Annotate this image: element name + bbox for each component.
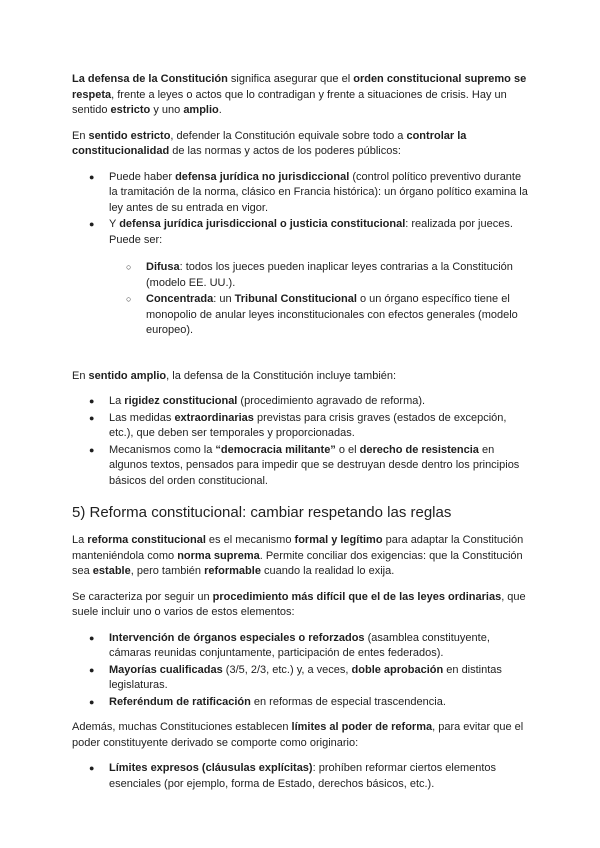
bold-text-run: Referéndum de ratificación bbox=[109, 695, 251, 708]
bold-text-run: derecho de resistencia bbox=[359, 443, 479, 456]
bold-text-run: sentido amplio bbox=[88, 369, 167, 382]
text-run: para adaptar la Constitución manteniéndola como bbox=[72, 534, 524, 562]
list-item-text bbox=[109, 444, 519, 487]
text-run: en reformas de especial trascendencia. bbox=[250, 695, 446, 708]
sublist-item-text bbox=[146, 261, 513, 289]
text-run: , frente a leyes o actos que lo contradigan y frente a situaciones de crisis. Hay un sentido bbox=[72, 88, 507, 116]
text-run: cuando la realidad lo exija. bbox=[260, 565, 395, 577]
bullet-icon: ● bbox=[89, 219, 95, 229]
bold-text-run: sentido estricto bbox=[88, 129, 171, 142]
text-run: en distintas legislaturas. bbox=[109, 663, 502, 691]
bullet-icon: ● bbox=[89, 412, 95, 423]
bold-text-run: rigidez constitucional bbox=[124, 395, 238, 407]
text-run: : realizada por jueces. Puede ser: bbox=[109, 218, 513, 246]
bold-text-run: “democracia militante” bbox=[215, 443, 336, 456]
text-run: La bbox=[72, 534, 88, 546]
list-item-text bbox=[109, 762, 496, 790]
list-item bbox=[72, 663, 532, 694]
bullet-icon: ● bbox=[89, 444, 95, 455]
reform-elements-list bbox=[72, 631, 532, 711]
strict-sense-paragraph bbox=[72, 129, 532, 160]
text-run: . bbox=[218, 104, 222, 116]
bold-text-run: La defensa de la Constitución bbox=[72, 73, 228, 85]
text-run: (asamblea constituyente, cámaras reunidas conjuntamente, participación de entes federados). bbox=[109, 631, 490, 659]
bullet-icon: ● bbox=[89, 763, 95, 773]
text-run: . Permite conciliar dos exigencias: que la Constitución sea bbox=[72, 549, 523, 577]
bold-text-run: estricto bbox=[110, 104, 151, 116]
bold-text-run: orden constitucional supremo se respeta bbox=[72, 73, 527, 101]
bold-text-run: Tribunal Constitucional bbox=[234, 293, 357, 305]
text-run: (3/5, 2/3, etc.) y, a veces, bbox=[222, 663, 352, 676]
list-item bbox=[72, 411, 532, 442]
text-run: Además, muchas Constituciones establecen bbox=[72, 721, 292, 733]
bold-text-run: reforma constitucional bbox=[87, 534, 206, 546]
bullet-icon: ● bbox=[89, 664, 95, 675]
text-run: Puede haber bbox=[109, 170, 176, 183]
list-item bbox=[72, 631, 532, 662]
text-run: Las medidas bbox=[109, 411, 175, 424]
text-run: significa asegurar que el bbox=[227, 73, 354, 85]
bullet-icon: ● bbox=[89, 696, 95, 707]
justice-types-sublist bbox=[106, 260, 532, 339]
reform-limits-list bbox=[72, 761, 532, 792]
text-run: : prohíben reformar ciertos elementos esenciales (por ejemplo, forma de Estado, derechos básicos, etc.). bbox=[109, 762, 497, 790]
text-run: , que suele incluir uno o varios de estos elementos: bbox=[72, 590, 526, 618]
text-run: previstas para crisis graves (estados de excepción, etc.), que deben ser temporales y proporcionadas. bbox=[109, 411, 507, 439]
list-item-text bbox=[109, 664, 502, 692]
bold-text-run: extraordinarias bbox=[174, 411, 254, 424]
bold-text-run: Difusa bbox=[146, 261, 180, 273]
text-run: , para evitar que el poder constituyente derivado se comporte como originario: bbox=[72, 721, 524, 749]
bold-text-run: reformable bbox=[204, 565, 261, 577]
list-item-text bbox=[109, 171, 528, 214]
text-run: o un órgano específico tiene el monopolio de anular leyes inconstitucionales con efectos generales (modelo europeo). bbox=[146, 293, 518, 336]
bold-text-run: doble aprobación bbox=[351, 663, 444, 676]
bold-text-run: norma suprema bbox=[177, 549, 260, 562]
sublist-item bbox=[106, 292, 532, 339]
list-item bbox=[72, 394, 532, 410]
bold-text-run: defensa jurídica no jurisdiccional bbox=[175, 170, 350, 183]
bullet-icon: ● bbox=[89, 632, 95, 643]
text-run: , pero también bbox=[130, 565, 205, 577]
text-run: Se caracteriza por seguir un bbox=[72, 590, 213, 603]
text-run: : todos los jueces pueden inaplicar leyes contrarias a la Constitución (modelo EE. UU.). bbox=[146, 261, 513, 289]
broad-sense-paragraph bbox=[72, 369, 532, 385]
document-page bbox=[72, 72, 532, 793]
list-item-text bbox=[109, 696, 446, 708]
sublist-item-text bbox=[146, 293, 518, 336]
text-run: de las normas y actos de los poderes públicos: bbox=[169, 145, 401, 157]
bold-text-run: controlar la constitucionalidad bbox=[72, 129, 467, 157]
bold-text-run: Límites expresos (cláusulas explícitas) bbox=[109, 762, 313, 774]
bold-text-run: estable bbox=[92, 565, 131, 577]
reform-procedure-paragraph bbox=[72, 590, 532, 621]
list-item-text bbox=[109, 632, 490, 660]
text-run: es el mecanismo bbox=[205, 534, 295, 546]
list-item-text bbox=[109, 412, 506, 440]
list-item bbox=[72, 695, 532, 711]
bold-text-run: límites al poder de reforma bbox=[291, 721, 433, 733]
bold-text-run: Mayorías cualificadas bbox=[109, 663, 223, 676]
text-run: y uno bbox=[150, 104, 184, 116]
section-heading: 5) Reforma constitucional: cambiar respetando las reglas bbox=[72, 504, 452, 521]
text-run: , la defensa de la Constitución incluye también: bbox=[166, 369, 397, 382]
reform-intro-paragraph bbox=[72, 533, 532, 580]
bold-text-run: procedimiento más difícil que el de las leyes ordinarias bbox=[212, 590, 502, 603]
text-run: Y bbox=[109, 218, 120, 230]
list-item-text bbox=[109, 395, 425, 407]
text-run: o el bbox=[335, 443, 360, 456]
text-run: (control político preventivo durante la tramitación de la norma, clásico en Francia histórica): un órgano político examina la ley antes de su entrada en vigor. bbox=[109, 170, 528, 214]
text-run: La bbox=[109, 395, 125, 407]
bold-text-run: amplio bbox=[183, 104, 219, 116]
sublist-item bbox=[106, 260, 532, 291]
bullet-icon: ● bbox=[89, 396, 95, 406]
hollow-bullet-icon: ○ bbox=[126, 294, 132, 304]
reform-limits-paragraph bbox=[72, 720, 532, 751]
strict-sense-list bbox=[72, 170, 532, 339]
broad-sense-list bbox=[72, 394, 532, 489]
bold-text-run: defensa jurídica jurisdiccional o justicia constitucional bbox=[119, 218, 406, 230]
text-run: En bbox=[72, 129, 89, 142]
bold-text-run: Concentrada bbox=[146, 293, 214, 305]
text-run: En bbox=[72, 369, 89, 382]
list-item-text bbox=[109, 218, 513, 246]
list-item bbox=[72, 217, 532, 339]
list-item bbox=[72, 761, 532, 792]
text-run: (procedimiento agravado de reforma). bbox=[237, 395, 426, 407]
intro-paragraph bbox=[72, 72, 532, 119]
text-run: : un bbox=[213, 293, 235, 305]
list-item bbox=[72, 443, 532, 490]
hollow-bullet-icon: ○ bbox=[126, 262, 132, 272]
list-item bbox=[72, 170, 532, 217]
text-run: Mecanismos como la bbox=[109, 443, 216, 456]
bold-text-run: formal y legítimo bbox=[294, 534, 383, 546]
bold-text-run: Intervención de órganos especiales o reforzados bbox=[109, 631, 365, 644]
text-run: , defender la Constitución equivale sobre todo a bbox=[170, 129, 407, 142]
bullet-icon: ● bbox=[89, 171, 95, 182]
text-run: en algunos textos, pensados para impedir que se destruyan desde dentro los principios básicos del orden constitucional. bbox=[109, 443, 520, 487]
